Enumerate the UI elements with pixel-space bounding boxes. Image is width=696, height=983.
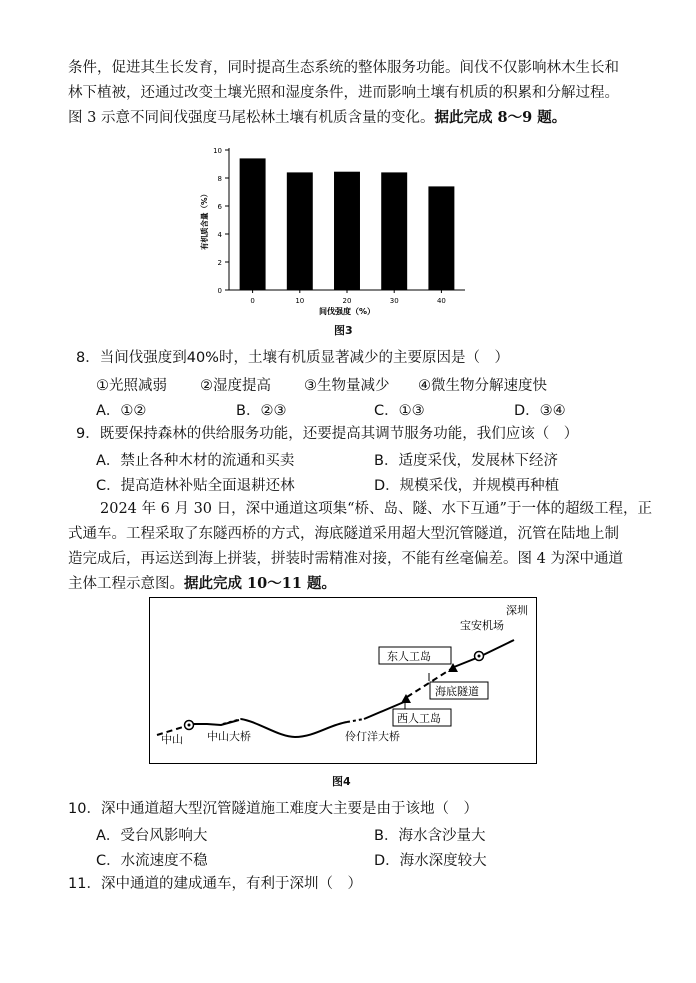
q8-option-d[interactable]: D．③④: [514, 403, 566, 419]
bar-10: [287, 172, 313, 290]
passage2-line-3: 造完成后，再运送到海上拼装，拼装时需精准对接，不能有丝毫偏差。图 4 为深中通道: [68, 551, 623, 567]
intro-line-1: 条件，促进其生长发育，同时提高生态系统的整体服务功能。间伐不仅影响林木生长和: [68, 60, 619, 76]
q8-option-c[interactable]: C．①③: [374, 403, 425, 419]
x-tick-label: 0: [250, 297, 255, 305]
q10-option-b[interactable]: B．海水含沙量大: [374, 828, 486, 844]
fig4-label-zhongshan: 中山: [161, 733, 183, 746]
y-tick-label: 4: [217, 231, 222, 239]
q9-option-b[interactable]: B．适度采伐，发展林下经济: [374, 453, 558, 469]
q8-item-4: ④微生物分解速度快: [418, 378, 547, 394]
q10-option-d[interactable]: D．海水深度较大: [374, 853, 487, 869]
q10-option-a[interactable]: A．受台风影响大: [96, 828, 208, 844]
y-axis-label: 有机质含量（%）: [200, 189, 209, 251]
q9-option-d[interactable]: D．规模采伐，并规模再种植: [374, 478, 560, 494]
q8-item-2: ②湿度提高: [200, 378, 271, 394]
q8-stem: 8．当间伐强度到40%时，土壤有机质显著减少的主要原因是（ ）: [76, 350, 509, 366]
q10-option-c[interactable]: C．水流速度不稳: [96, 853, 208, 869]
fig4-label-zhongshan-bridge: 中山大桥: [207, 730, 251, 743]
passage2-line-2: 式通车。工程采取了东隧西桥的方式，海底隧道采用超大型沉管隧道，沉管在陆地上制: [68, 526, 619, 542]
fig3-chart: [195, 138, 475, 320]
x-tick-label: 30: [389, 297, 399, 305]
fig4-map: [149, 597, 537, 764]
y-tick-label: 2: [217, 259, 222, 267]
bar-40: [428, 186, 454, 290]
bar-30: [381, 172, 407, 290]
y-tick-label: 0: [217, 287, 222, 295]
intro-line-3: [68, 108, 566, 128]
x-tick-label: 20: [342, 297, 352, 305]
q8-option-b[interactable]: B．②③: [236, 403, 287, 419]
fig4-airport-node-dot: [478, 655, 481, 658]
q11-stem: 11．深中通道的建成通车，有利于深圳（ ）: [68, 876, 362, 892]
y-tick-label: 8: [217, 175, 222, 183]
intro-line-3-instruction: 据此完成 8～9 题。: [434, 109, 567, 126]
q8-item-1: ①光照减弱: [96, 378, 167, 394]
q9-stem: 9．既要保持森林的供给服务功能，还要提高其调节服务功能，我们应该（ ）: [76, 426, 579, 442]
q8-item-3: ③生物量减少: [304, 378, 390, 394]
fig3-caption: 图3: [334, 324, 353, 337]
x-tick-label: 40: [436, 297, 446, 305]
bar-20: [334, 172, 360, 290]
q9-option-a[interactable]: A．禁止各种木材的流通和买卖: [96, 453, 295, 469]
fig4-label-shenzhen: 深圳: [506, 604, 528, 617]
x-tick-label: 10: [295, 297, 305, 305]
passage2-line-1: 2024 年 6 月 30 日，深中通道这项集“桥、岛、隧、水下互通”于一体的超级工程，正: [100, 501, 652, 517]
fig4-label-lingdingyang-bridge: 伶仃洋大桥: [345, 730, 400, 743]
fig4-label-tunnel: 海底隧道: [435, 685, 479, 698]
bar-0: [240, 158, 266, 290]
intro-line-3-text: 图 3 示意不同间伐强度马尾松林土壤有机质含量的变化。: [68, 110, 435, 126]
fig4-label-west-island: 西人工岛: [397, 712, 441, 725]
y-tick-label: 10: [213, 147, 222, 155]
x-axis-label: 间伐强度（%）: [318, 307, 376, 316]
passage2-line-4: [68, 574, 336, 594]
intro-line-2: 林下植被，还通过改变土壤光照和湿度条件，进而影响土壤有机质的积累和分解过程。: [68, 85, 619, 101]
fig4-label-east-island: 东人工岛: [387, 650, 431, 663]
fig4-label-airport: 宝安机场: [460, 619, 504, 632]
passage2-line-4-text: 主体工程示意图。: [68, 576, 184, 592]
q8-option-a[interactable]: A．①②: [96, 403, 147, 419]
fig4-caption: 图4: [332, 775, 351, 788]
q10-stem: 10．深中通道超大型沉管隧道施工难度大主要是由于该地（ ）: [68, 801, 478, 817]
fig4-zhongshan-node-dot: [188, 724, 191, 727]
q9-option-c[interactable]: C．提高造林补贴全面退耕还林: [96, 478, 295, 494]
passage2-line-4-instruction: 据此完成 10～11 题。: [184, 575, 336, 592]
y-tick-label: 6: [217, 203, 222, 211]
